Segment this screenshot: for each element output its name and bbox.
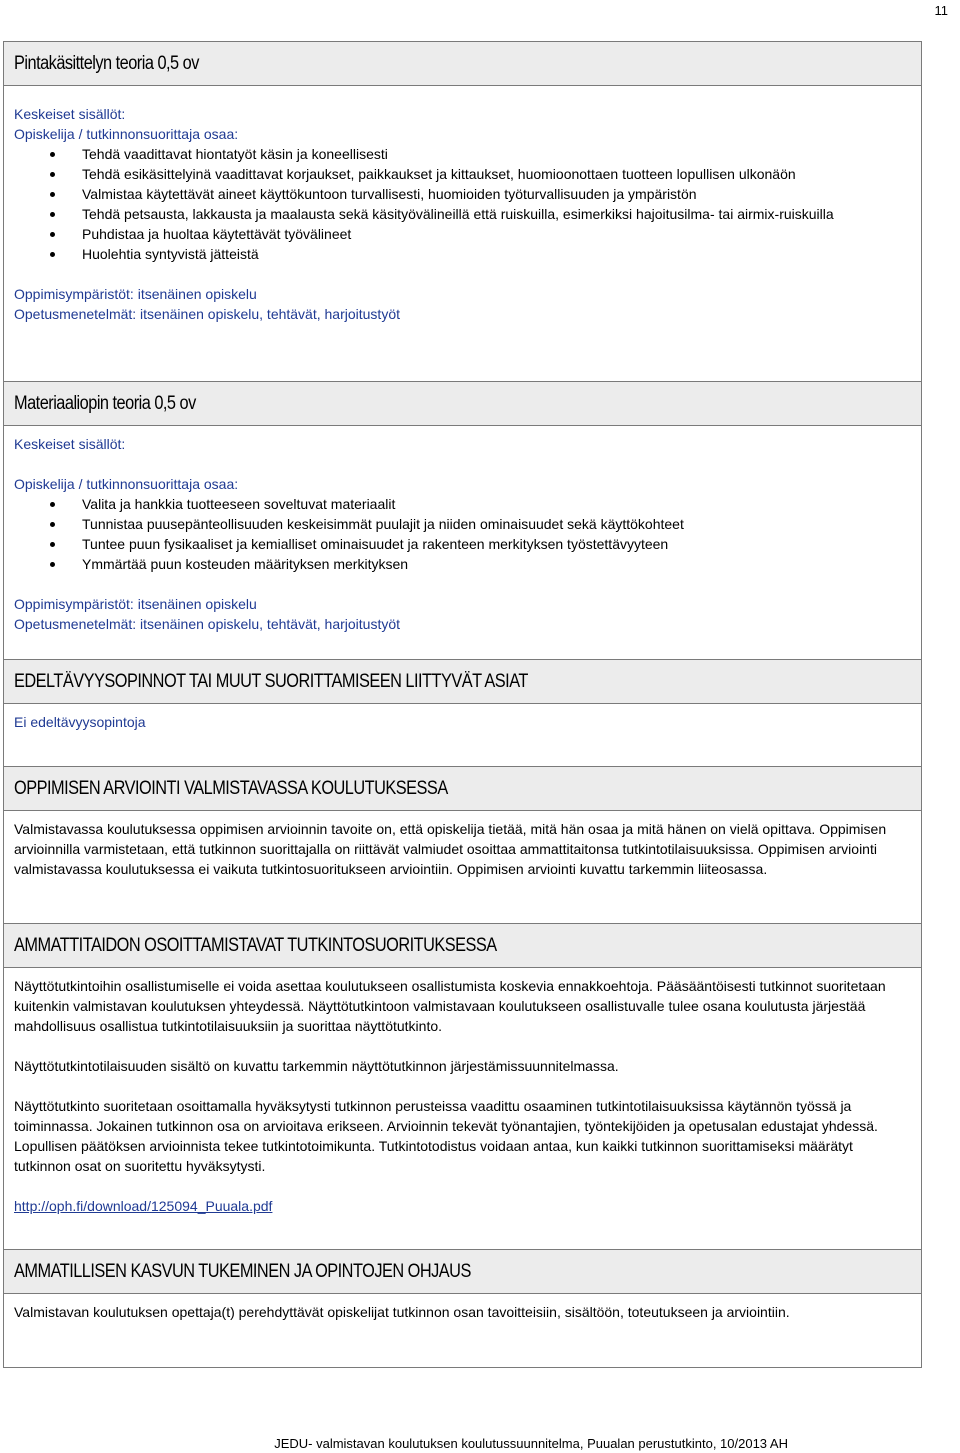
list-item: Valita ja hankkia tuotteeseen soveltuvat materiaalit bbox=[14, 494, 911, 514]
content-list bbox=[14, 494, 911, 574]
page-number: 11 bbox=[934, 3, 948, 18]
guidance-text: Valmistavan koulutuksen opettaja(t) perehdyttävät opiskelijat tutkinnon osan tavoitteisiin, sisältöön, toteutukseen ja arviointiin. bbox=[14, 1304, 790, 1320]
list-item: Tunnistaa puusepänteollisuuden keskeisimmät puulajit ja niiden ominaisuudet sekä käyttökohteet bbox=[14, 514, 911, 534]
list-item: Huolehtia syntyvistä jätteistä bbox=[14, 244, 911, 264]
page-footer: JEDU- valmistavan koulutuksen koulutussuunnitelma, Puualan perustutkinto, 10/2013 AH bbox=[274, 1436, 788, 1451]
learning-environments: Oppimisympäristöt: itsenäinen opiskelu bbox=[14, 596, 257, 612]
list-item: Tehdä petsausta, lakkausta ja maalausta sekä käsityövälineillä että ruiskuilla, esimerkiksi hajoitusilma- tai airmix-ruiskuilla bbox=[14, 204, 911, 224]
list-item: Valmistaa käytettävät aineet käyttökuntoon turvallisesti, huomioiden työturvallisuuden ja ympäristön bbox=[14, 184, 911, 204]
document-table bbox=[3, 41, 922, 1368]
section-body-ammattitaito bbox=[3, 967, 922, 1249]
section-body-pintakasittely bbox=[3, 85, 922, 381]
teaching-methods: Opetusmenetelmät: itsenäinen opiskelu, tehtävät, harjoitustyöt bbox=[14, 616, 401, 632]
section-heading-arviointi: OPPIMISEN ARVIOINTI VALMISTAVASSA KOULUTUKSESSA bbox=[3, 766, 922, 810]
assessment-text: Valmistavassa koulutuksessa oppimisen arvioinnin tavoite on, että opiskelija tietää, mitä hän osaa ja mitä hänen on vielä opittava. Oppimisen arvioinnilla varmistetaan, että tutkinnon suorittajalla on riittävät valmiudet osoittaa ammattitaitonsa tutkintotilaisuuksissa. Oppimisen arviointi valmistavassa koulutuksessa ei vaikuta tutkintosuoritukseen arviointiin. Oppimisen arviointi kuvattu tarkemmin liiteosassa. bbox=[14, 821, 887, 877]
section-body-arviointi bbox=[3, 810, 922, 923]
intro-text: Opiskelija / tutkinnonsuorittaja osaa: bbox=[14, 476, 239, 492]
section-body-materiaaliopin bbox=[3, 425, 922, 659]
reference-link[interactable]: http://oph.fi/download/125094_Puuala.pdf bbox=[14, 1198, 273, 1214]
list-item: Ymmärtää puun kosteuden määrityksen merkityksen bbox=[14, 554, 911, 574]
learning-environments: Oppimisympäristöt: itsenäinen opiskelu bbox=[14, 286, 257, 302]
list-item: Tehdä vaadittavat hiontatyöt käsin ja koneellisesti bbox=[14, 144, 911, 164]
list-item: Puhdistaa ja huoltaa käytettävät työvälineet bbox=[14, 224, 911, 244]
paragraph: Näyttötutkintoihin osallistumiselle ei voida asettaa koulutukseen osallistumista koskevia ennakkoehtoja. Pääsääntöisesti tutkinnot suoritetaan kuitenkin valmistavan koulutuksen yhteydessä. Näyttötutkintoon valmistavaan koulutukseen osallistuvalle tulee osana koulutusta järjestää mahdollisuus osallistua tutkintotilaisuuksiin ja suorittaa näyttötutkinto. bbox=[14, 978, 886, 1034]
section-heading-materiaaliopin: Materiaaliopin teoria 0,5 ov bbox=[3, 381, 922, 425]
intro-text: Opiskelija / tutkinnonsuorittaja osaa: bbox=[14, 126, 239, 142]
section-heading-edeltavyys: EDELTÄVYYSOPINNOT TAI MUUT SUORITTAMISEEN LIITTYVÄT ASIAT bbox=[3, 659, 922, 703]
teaching-methods: Opetusmenetelmät: itsenäinen opiskelu, tehtävät, harjoitustyöt bbox=[14, 306, 400, 322]
content-list bbox=[14, 144, 911, 264]
section-body-ohjaus bbox=[3, 1293, 922, 1368]
paragraph: Näyttötutkintotilaisuuden sisältö on kuvattu tarkemmin näyttötutkinnon järjestämissuunnitelmassa. bbox=[14, 1058, 619, 1074]
list-item: Tuntee puun fysikaaliset ja kemialliset ominaisuudet ja rakenteen merkityksen työstettävyyteen bbox=[14, 534, 911, 554]
section-heading-ammattitaito: AMMATTITAIDON OSOITTAMISTAVAT TUTKINTOSUORITUKSESSA bbox=[3, 923, 922, 967]
key-contents-label: Keskeiset sisällöt: bbox=[14, 436, 126, 452]
section-heading-pintakasittely: Pintakäsittelyn teoria 0,5 ov bbox=[3, 41, 922, 85]
prerequisites-text: Ei edeltävyysopintoja bbox=[14, 714, 146, 730]
paragraph: Näyttötutkinto suoritetaan osoittamalla hyväksytysti tutkinnon perusteissa vaadittu osaaminen tutkintotilaisuuksissa käytännön työssä ja toiminnassa. Jokainen tutkinnon osa on arvioitava erikseen. Arvioinnin tekevät työnantajien, työntekijöiden ja opetusalan edustajat yhdessä. Lopullisen päätöksen arvioinnista tekee tutkintotoimikunta. Tutkintotodistus voidaan antaa, kun kaikki tutkinnon suorittamiseksi määrätyt tutkinnon osat on suoritettu hyväksytysti. bbox=[14, 1098, 878, 1174]
section-body-edeltavyys bbox=[3, 703, 922, 766]
key-contents-label: Keskeiset sisällöt: bbox=[14, 106, 126, 122]
section-heading-ohjaus: AMMATILLISEN KASVUN TUKEMINEN JA OPINTOJEN OHJAUS bbox=[3, 1249, 922, 1293]
list-item: Tehdä esikäsittelyinä vaadittavat korjaukset, paikkaukset ja kittaukset, huomioonottaen tuotteen lopullisen ulkonäön bbox=[14, 164, 911, 184]
